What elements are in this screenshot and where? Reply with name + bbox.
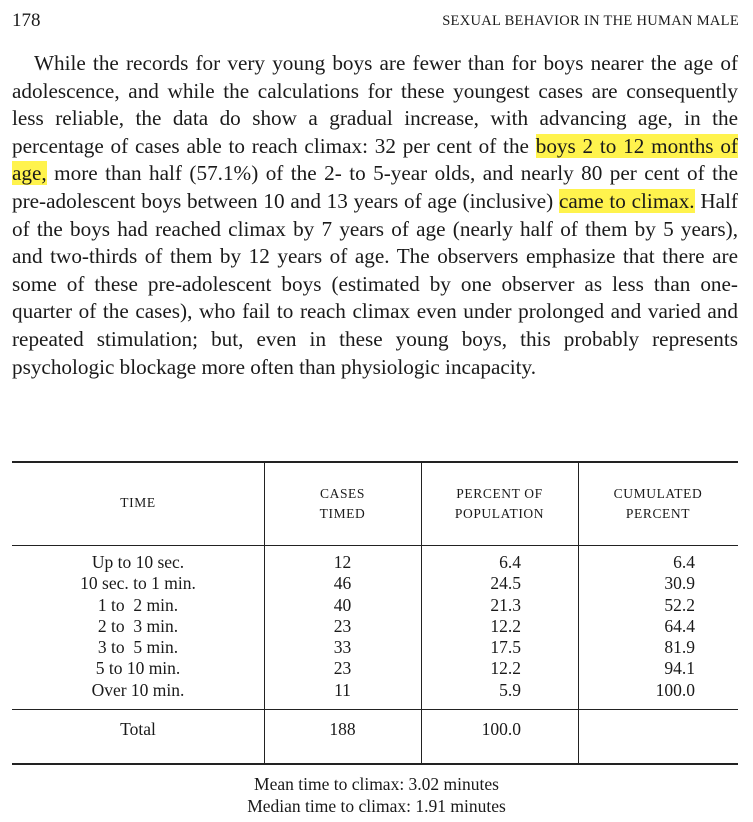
running-title: SEXUAL BEHAVIOR IN THE HUMAN MALE <box>442 13 739 29</box>
header-percent-line2: POPULATION <box>454 506 545 521</box>
table-cell-cumulated: 64.4 <box>664 615 695 636</box>
table-cell-percent: 6.4 <box>499 552 521 572</box>
header-cases-line1: CASES <box>319 486 366 501</box>
table-cell-cases: 46 <box>333 573 352 594</box>
median-time-note: Median time to climax: 1.91 minutes <box>247 796 506 816</box>
table-cell-cumulated: 52.2 <box>664 594 695 615</box>
table-cell-cases: 11 <box>334 679 351 700</box>
table-cell-cases: 23 <box>333 658 352 679</box>
header-cumulated-percent <box>578 484 738 524</box>
total-label: Total <box>120 719 156 739</box>
header-time-label: TIME <box>120 495 156 510</box>
table-cell-time: 1 to 2 min. <box>97 594 179 615</box>
header-cases-line2: TIMED <box>319 506 366 521</box>
table-bottom-rule <box>12 763 738 765</box>
table-body-rule <box>12 709 738 710</box>
header-cases-timed <box>264 484 421 524</box>
table-cell-cumulated: 100.0 <box>655 679 695 700</box>
cumulated-column <box>578 552 738 701</box>
header-time <box>12 493 264 513</box>
table-cell-cases: 12 <box>333 552 352 572</box>
highlight-boys-2-to-12-months: boys 2 to 12 months of age, <box>12 133 738 186</box>
mean-time-note: Mean time to climax: 3.02 minutes <box>254 774 499 794</box>
total-percent-value: 100.0 <box>481 719 521 739</box>
total-cases: 188 <box>329 719 356 739</box>
table-cell-cumulated: 30.9 <box>664 573 695 594</box>
table-cell-percent: 17.5 <box>490 637 521 658</box>
paragraph-text-2: more than half (57.1%) of the 2- to 5-year olds, and nearly 80 per cent of the pre-adolescent boys between 10 and 13 years of age (inclusive) <box>12 161 738 213</box>
table-cell-cases: 23 <box>333 615 352 636</box>
paragraph-text-3: Half of the boys had reached climax by 7 years of age (nearly half of them by 5 years), and two-thirds of them by 12 years of age. The observers emphasize that there are some of these pre-adolescent boys (estimated by one observer as less than one-quarter of the cases), who fail to reach climax even under prolonged and varied and repeated stimulation; but, even in these young boys, this probably represents psychologic blockage more often than physiologic incapacity. <box>12 188 738 379</box>
table-cell-percent: 21.3 <box>490 594 521 615</box>
table-cell-cumulated: 81.9 <box>664 637 695 658</box>
table-cell-percent: 5.9 <box>499 679 521 700</box>
table-header-rule <box>12 545 738 546</box>
table-cell-cases: 40 <box>333 594 352 615</box>
table-cell-time: Up to 10 sec. <box>91 552 185 572</box>
table-cell-time: Over 10 min. <box>91 679 185 700</box>
table-cell-percent: 12.2 <box>490 658 521 679</box>
table-cell-time: 5 to 10 min. <box>95 658 181 679</box>
table-cell-percent: 12.2 <box>490 615 521 636</box>
time-column <box>12 552 264 701</box>
body-paragraph <box>12 50 738 381</box>
header-cumulated-line1: CUMULATED <box>613 486 703 501</box>
table-cell-cumulated: 6.4 <box>673 552 695 572</box>
table-cell-percent: 24.5 <box>490 573 521 594</box>
total-percent <box>421 719 578 740</box>
table-cell-time: 2 to 3 min. <box>97 615 179 636</box>
highlight-came-to-climax: came to climax. <box>558 188 695 213</box>
table-top-rule <box>12 461 738 463</box>
percent-column <box>421 552 578 701</box>
paragraph-text-1: While the records for very young boys are fewer than for boys nearer the age of adolescence, and while the calculations for these youngest cases are consequently less reliable, the data do show a gradual increase, with advancing age, in the percentage of cases able to reach climax: 32 per cent of the <box>12 51 738 158</box>
header-percent-of-population <box>421 484 578 524</box>
table-cell-time: 10 sec. to 1 min. <box>80 573 196 594</box>
cases-column <box>264 552 421 701</box>
table-cell-cumulated: 94.1 <box>664 658 695 679</box>
table-cell-time: 3 to 5 min. <box>97 637 179 658</box>
header-percent-line1: PERCENT OF <box>456 486 543 501</box>
table-cell-cases: 33 <box>333 637 352 658</box>
page-number: 178 <box>12 10 41 31</box>
header-cumulated-line2: PERCENT <box>625 506 691 521</box>
